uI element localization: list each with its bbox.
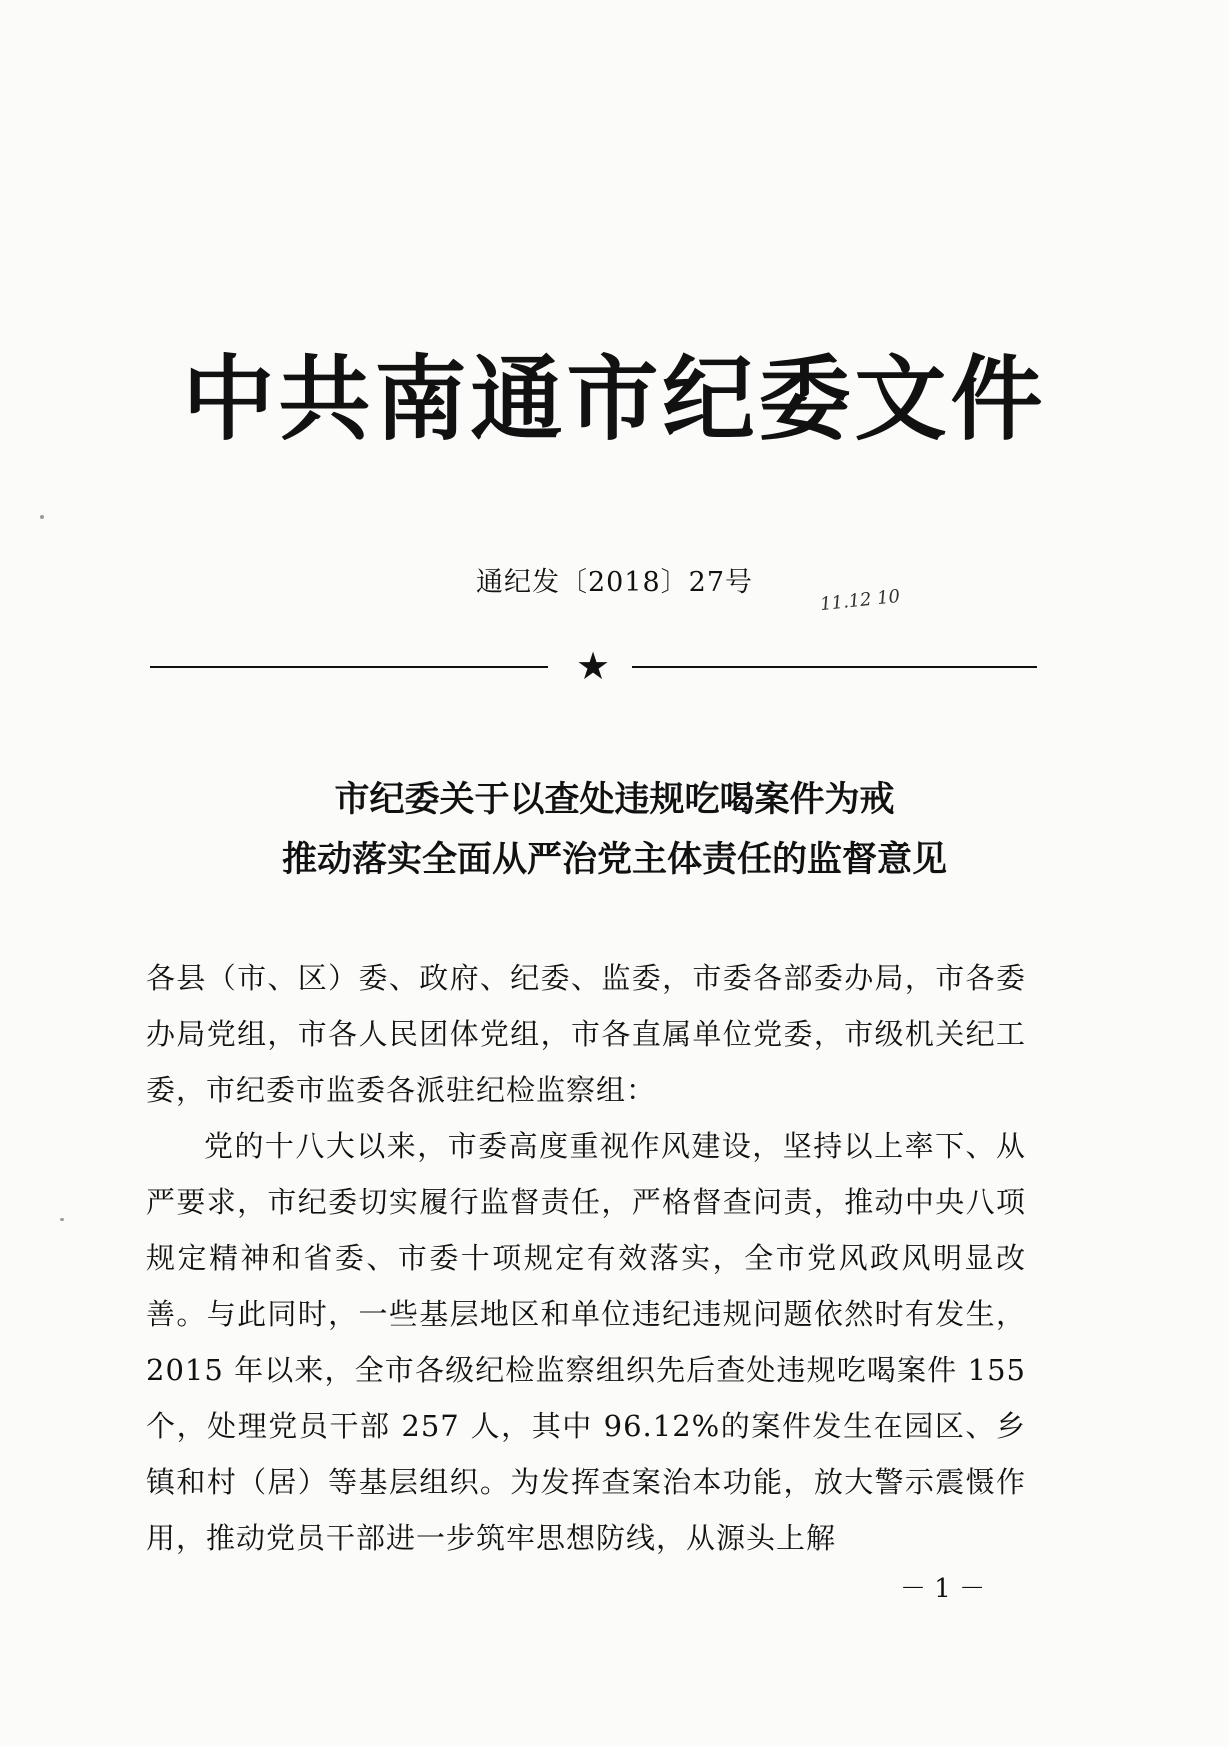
scan-speck (60, 1218, 64, 1221)
document-body (146, 950, 1026, 1566)
salutation: 各县（市、区）委、政府、纪委、监委，市委各部委办局，市各委办局党组，市各人民团体党组，市各直属单位党委，市级机关纪工委，市纪委市监委各派驻纪检监察组： (146, 961, 1026, 1107)
title-line-1: 市纪委关于以查处违规吃喝案件为戒 (334, 780, 895, 820)
title-line-2: 推动落实全面从严治党主体责任的监督意见 (281, 840, 947, 880)
document-title (0, 770, 1229, 890)
body-paragraph: 党的十八大以来，市委高度重视作风建设，坚持以上率下、从严要求，市纪委切实履行监督责任，严格督查问责，推动中央八项规定精神和省委、市委十项规定有效落实，全市党风政风明显改善。与此同时，一些基层地区和单位违纪违规问题依然时有发生，2015 年以来，全市各级纪检监察组织先后查处违规吃喝案件 155 个，处理党员干部 257 人，其中 96.12%的案件发生在园区、乡镇和村（居）等基层组织。为发挥查案治本功能，放大警示震慑作用，推动党员干部进一步筑牢思想防线，从源头上解 (146, 1129, 1026, 1555)
divider-line-right (632, 666, 1037, 668)
document-header-title: 中共南通市纪委文件 (182, 346, 1047, 453)
divider-line-left (150, 666, 548, 668)
document-number: 通纪发〔2018〕27号 (475, 567, 754, 598)
scan-speck (40, 515, 44, 519)
page-number: － 1 － (900, 1574, 986, 1604)
handwritten-note: 11.12 10 (819, 585, 902, 616)
star-icon: ★ (575, 644, 611, 688)
